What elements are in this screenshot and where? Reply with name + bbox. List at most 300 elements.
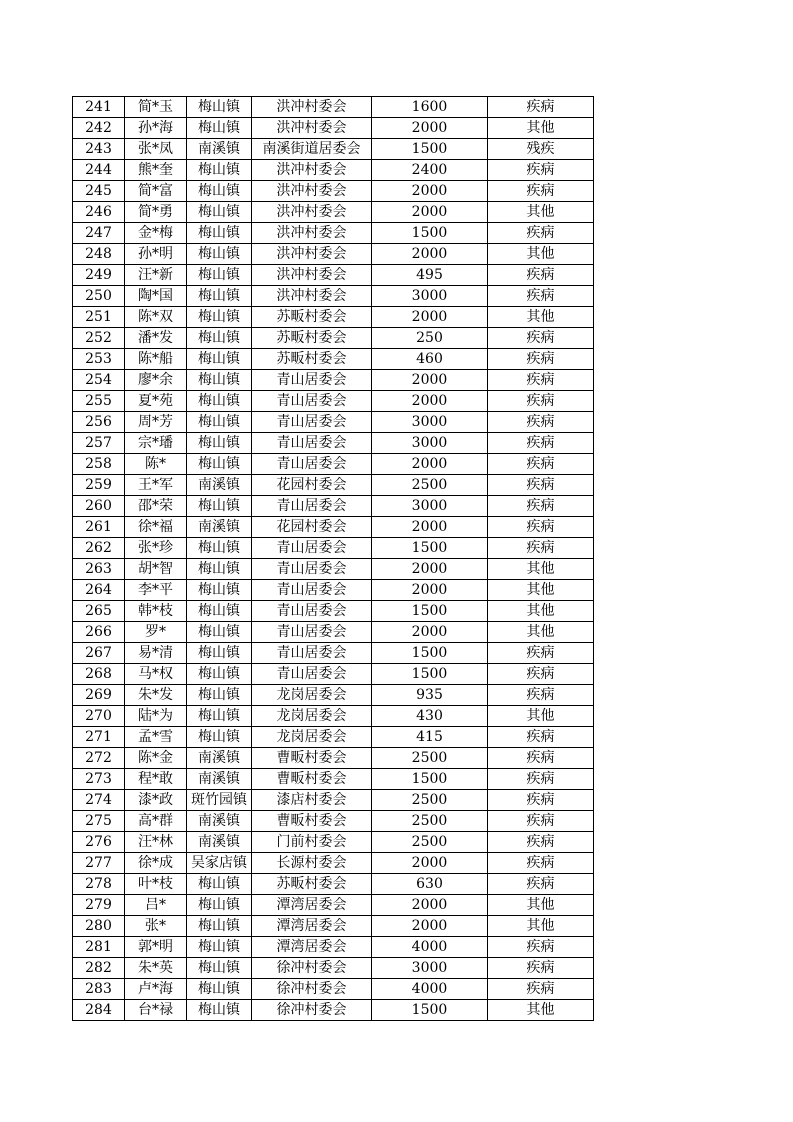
amount-cell: 1500 (372, 538, 488, 559)
reason-cell: 疾病 (488, 685, 594, 706)
town-cell: 梅山镇 (187, 685, 252, 706)
amount-cell: 2000 (372, 517, 488, 538)
village-cell: 徐冲村委会 (252, 958, 372, 979)
row-number-cell: 258 (73, 454, 125, 475)
reason-cell: 疾病 (488, 538, 594, 559)
town-cell: 梅山镇 (187, 202, 252, 223)
reason-cell: 疾病 (488, 160, 594, 181)
row-number-cell: 255 (73, 391, 125, 412)
village-cell: 苏畈村委会 (252, 349, 372, 370)
name-cell: 张*珍 (125, 538, 187, 559)
reason-cell: 残疾 (488, 139, 594, 160)
village-cell: 苏畈村委会 (252, 307, 372, 328)
table-row (73, 916, 594, 937)
name-cell: 徐*成 (125, 853, 187, 874)
town-cell: 梅山镇 (187, 664, 252, 685)
amount-cell: 3000 (372, 412, 488, 433)
name-cell: 孙*明 (125, 244, 187, 265)
amount-cell: 3000 (372, 496, 488, 517)
name-cell: 朱*英 (125, 958, 187, 979)
town-cell: 南溪镇 (187, 139, 252, 160)
row-number-cell: 251 (73, 307, 125, 328)
reason-cell: 疾病 (488, 664, 594, 685)
row-number-cell: 272 (73, 748, 125, 769)
row-number-cell: 247 (73, 223, 125, 244)
row-number-cell: 259 (73, 475, 125, 496)
town-cell: 梅山镇 (187, 391, 252, 412)
row-number-cell: 249 (73, 265, 125, 286)
name-cell: 周*芳 (125, 412, 187, 433)
reason-cell: 疾病 (488, 958, 594, 979)
name-cell: 熊*奎 (125, 160, 187, 181)
reason-cell: 疾病 (488, 727, 594, 748)
town-cell: 梅山镇 (187, 958, 252, 979)
row-number-cell: 244 (73, 160, 125, 181)
table-row (73, 895, 594, 916)
amount-cell: 430 (372, 706, 488, 727)
table-row (73, 181, 594, 202)
reason-cell: 其他 (488, 706, 594, 727)
town-cell: 南溪镇 (187, 811, 252, 832)
amount-cell: 630 (372, 874, 488, 895)
name-cell: 张*凤 (125, 139, 187, 160)
table-row (73, 160, 594, 181)
table-row (73, 622, 594, 643)
village-cell: 龙岗居委会 (252, 685, 372, 706)
village-cell: 洪冲村委会 (252, 160, 372, 181)
amount-cell: 2000 (372, 454, 488, 475)
row-number-cell: 257 (73, 433, 125, 454)
table-row (73, 244, 594, 265)
table-row (73, 328, 594, 349)
reason-cell: 疾病 (488, 433, 594, 454)
reason-cell: 疾病 (488, 286, 594, 307)
row-number-cell: 281 (73, 937, 125, 958)
town-cell: 梅山镇 (187, 874, 252, 895)
row-number-cell: 277 (73, 853, 125, 874)
village-cell: 青山居委会 (252, 580, 372, 601)
town-cell: 梅山镇 (187, 937, 252, 958)
amount-cell: 2000 (372, 853, 488, 874)
amount-cell: 2000 (372, 895, 488, 916)
table-row (73, 958, 594, 979)
village-cell: 青山居委会 (252, 559, 372, 580)
town-cell: 梅山镇 (187, 160, 252, 181)
town-cell: 梅山镇 (187, 454, 252, 475)
table-row (73, 559, 594, 580)
name-cell: 台*禄 (125, 1000, 187, 1021)
reason-cell: 其他 (488, 202, 594, 223)
amount-cell: 1500 (372, 769, 488, 790)
name-cell: 马*权 (125, 664, 187, 685)
reason-cell: 其他 (488, 244, 594, 265)
name-cell: 邵*荣 (125, 496, 187, 517)
table-row (73, 811, 594, 832)
reason-cell: 疾病 (488, 265, 594, 286)
amount-cell: 2000 (372, 622, 488, 643)
row-number-cell: 275 (73, 811, 125, 832)
name-cell: 李*平 (125, 580, 187, 601)
table-row (73, 664, 594, 685)
name-cell: 漆*政 (125, 790, 187, 811)
row-number-cell: 241 (73, 97, 125, 118)
row-number-cell: 267 (73, 643, 125, 664)
reason-cell: 疾病 (488, 97, 594, 118)
village-cell: 青山居委会 (252, 622, 372, 643)
village-cell: 青山居委会 (252, 496, 372, 517)
reason-cell: 其他 (488, 307, 594, 328)
town-cell: 梅山镇 (187, 580, 252, 601)
town-cell: 梅山镇 (187, 412, 252, 433)
name-cell: 孟*雪 (125, 727, 187, 748)
village-cell: 青山居委会 (252, 391, 372, 412)
reason-cell: 疾病 (488, 769, 594, 790)
table-row (73, 454, 594, 475)
table-row (73, 265, 594, 286)
reason-cell: 疾病 (488, 328, 594, 349)
row-number-cell: 274 (73, 790, 125, 811)
name-cell: 叶*枝 (125, 874, 187, 895)
town-cell: 梅山镇 (187, 118, 252, 139)
amount-cell: 2000 (372, 118, 488, 139)
name-cell: 吕* (125, 895, 187, 916)
table-row (73, 937, 594, 958)
row-number-cell: 278 (73, 874, 125, 895)
town-cell: 梅山镇 (187, 265, 252, 286)
name-cell: 简*勇 (125, 202, 187, 223)
village-cell: 洪冲村委会 (252, 97, 372, 118)
village-cell: 花园村委会 (252, 517, 372, 538)
reason-cell: 其他 (488, 559, 594, 580)
name-cell: 郭*明 (125, 937, 187, 958)
table-row (73, 517, 594, 538)
village-cell: 曹畈村委会 (252, 769, 372, 790)
reason-cell: 疾病 (488, 223, 594, 244)
table-row (73, 538, 594, 559)
table-row (73, 643, 594, 664)
amount-cell: 2000 (372, 370, 488, 391)
amount-cell: 2500 (372, 832, 488, 853)
amount-cell: 1500 (372, 223, 488, 244)
table-row (73, 475, 594, 496)
row-number-cell: 256 (73, 412, 125, 433)
amount-cell: 1500 (372, 139, 488, 160)
table-row (73, 580, 594, 601)
amount-cell: 2000 (372, 307, 488, 328)
amount-cell: 1500 (372, 1000, 488, 1021)
row-number-cell: 262 (73, 538, 125, 559)
name-cell: 罗* (125, 622, 187, 643)
reason-cell: 疾病 (488, 832, 594, 853)
table-row (73, 769, 594, 790)
table-row (73, 748, 594, 769)
name-cell: 程*敢 (125, 769, 187, 790)
town-cell: 梅山镇 (187, 979, 252, 1000)
name-cell: 王*军 (125, 475, 187, 496)
town-cell: 梅山镇 (187, 433, 252, 454)
name-cell: 简*富 (125, 181, 187, 202)
row-number-cell: 284 (73, 1000, 125, 1021)
name-cell: 潘*发 (125, 328, 187, 349)
reason-cell: 其他 (488, 1000, 594, 1021)
village-cell: 长源村委会 (252, 853, 372, 874)
village-cell: 洪冲村委会 (252, 286, 372, 307)
town-cell: 南溪镇 (187, 517, 252, 538)
row-number-cell: 279 (73, 895, 125, 916)
reason-cell: 疾病 (488, 454, 594, 475)
row-number-cell: 246 (73, 202, 125, 223)
name-cell: 汪*新 (125, 265, 187, 286)
town-cell: 斑竹园镇 (187, 790, 252, 811)
village-cell: 门前村委会 (252, 832, 372, 853)
town-cell: 梅山镇 (187, 370, 252, 391)
village-cell: 青山居委会 (252, 433, 372, 454)
table-row (73, 853, 594, 874)
village-cell: 龙岗居委会 (252, 706, 372, 727)
row-number-cell: 266 (73, 622, 125, 643)
village-cell: 潭湾居委会 (252, 895, 372, 916)
name-cell: 陈*船 (125, 349, 187, 370)
row-number-cell: 245 (73, 181, 125, 202)
row-number-cell: 261 (73, 517, 125, 538)
town-cell: 梅山镇 (187, 286, 252, 307)
table-row (73, 139, 594, 160)
village-cell: 青山居委会 (252, 538, 372, 559)
amount-cell: 2000 (372, 202, 488, 223)
amount-cell: 415 (372, 727, 488, 748)
reason-cell: 疾病 (488, 853, 594, 874)
row-number-cell: 268 (73, 664, 125, 685)
table-row (73, 832, 594, 853)
village-cell: 花园村委会 (252, 475, 372, 496)
table-row (73, 433, 594, 454)
reason-cell: 其他 (488, 916, 594, 937)
village-cell: 洪冲村委会 (252, 244, 372, 265)
reason-cell: 疾病 (488, 181, 594, 202)
town-cell: 南溪镇 (187, 475, 252, 496)
row-number-cell: 254 (73, 370, 125, 391)
row-number-cell: 271 (73, 727, 125, 748)
table-row (73, 118, 594, 139)
row-number-cell: 265 (73, 601, 125, 622)
table-row (73, 685, 594, 706)
name-cell: 朱*发 (125, 685, 187, 706)
reason-cell: 其他 (488, 580, 594, 601)
reason-cell: 疾病 (488, 370, 594, 391)
village-cell: 青山居委会 (252, 370, 372, 391)
town-cell: 梅山镇 (187, 601, 252, 622)
row-number-cell: 243 (73, 139, 125, 160)
row-number-cell: 280 (73, 916, 125, 937)
town-cell: 梅山镇 (187, 622, 252, 643)
table-row (73, 727, 594, 748)
name-cell: 陈*双 (125, 307, 187, 328)
town-cell: 梅山镇 (187, 643, 252, 664)
amount-cell: 495 (372, 265, 488, 286)
town-cell: 梅山镇 (187, 244, 252, 265)
amount-cell: 2500 (372, 790, 488, 811)
town-cell: 南溪镇 (187, 769, 252, 790)
table-row (73, 874, 594, 895)
name-cell: 金*梅 (125, 223, 187, 244)
amount-cell: 2400 (372, 160, 488, 181)
table-row (73, 307, 594, 328)
amount-cell: 1500 (372, 664, 488, 685)
name-cell: 陆*为 (125, 706, 187, 727)
table-row (73, 1000, 594, 1021)
town-cell: 梅山镇 (187, 349, 252, 370)
amount-cell: 2000 (372, 244, 488, 265)
name-cell: 陈*金 (125, 748, 187, 769)
amount-cell: 2000 (372, 391, 488, 412)
row-number-cell: 270 (73, 706, 125, 727)
reason-cell: 疾病 (488, 811, 594, 832)
reason-cell: 疾病 (488, 391, 594, 412)
reason-cell: 疾病 (488, 790, 594, 811)
table-row (73, 370, 594, 391)
reason-cell: 疾病 (488, 517, 594, 538)
row-number-cell: 273 (73, 769, 125, 790)
amount-cell: 4000 (372, 979, 488, 1000)
town-cell: 南溪镇 (187, 748, 252, 769)
amount-cell: 2000 (372, 181, 488, 202)
reason-cell: 疾病 (488, 643, 594, 664)
reason-cell: 其他 (488, 118, 594, 139)
row-number-cell: 269 (73, 685, 125, 706)
reason-cell: 疾病 (488, 937, 594, 958)
name-cell: 卢*海 (125, 979, 187, 1000)
town-cell: 梅山镇 (187, 706, 252, 727)
village-cell: 青山居委会 (252, 601, 372, 622)
village-cell: 潭湾居委会 (252, 916, 372, 937)
village-cell: 洪冲村委会 (252, 118, 372, 139)
row-number-cell: 263 (73, 559, 125, 580)
town-cell: 梅山镇 (187, 223, 252, 244)
town-cell: 梅山镇 (187, 916, 252, 937)
table-row (73, 391, 594, 412)
town-cell: 梅山镇 (187, 727, 252, 748)
village-cell: 苏畈村委会 (252, 874, 372, 895)
reason-cell: 疾病 (488, 874, 594, 895)
village-cell: 曹畈村委会 (252, 811, 372, 832)
table-body (73, 97, 594, 1021)
table-row (73, 496, 594, 517)
village-cell: 苏畈村委会 (252, 328, 372, 349)
amount-cell: 2500 (372, 475, 488, 496)
row-number-cell: 253 (73, 349, 125, 370)
row-number-cell: 260 (73, 496, 125, 517)
amount-cell: 1600 (372, 97, 488, 118)
table-row (73, 349, 594, 370)
reason-cell: 疾病 (488, 979, 594, 1000)
village-cell: 洪冲村委会 (252, 265, 372, 286)
village-cell: 青山居委会 (252, 664, 372, 685)
row-number-cell: 242 (73, 118, 125, 139)
name-cell: 张* (125, 916, 187, 937)
amount-cell: 3000 (372, 958, 488, 979)
town-cell: 梅山镇 (187, 895, 252, 916)
village-cell: 洪冲村委会 (252, 223, 372, 244)
amount-cell: 2000 (372, 580, 488, 601)
town-cell: 梅山镇 (187, 559, 252, 580)
town-cell: 梅山镇 (187, 496, 252, 517)
table-row (73, 601, 594, 622)
table-row (73, 790, 594, 811)
amount-cell: 1500 (372, 601, 488, 622)
name-cell: 廖*余 (125, 370, 187, 391)
name-cell: 孙*海 (125, 118, 187, 139)
village-cell: 南溪街道居委会 (252, 139, 372, 160)
amount-cell: 2500 (372, 811, 488, 832)
name-cell: 简*玉 (125, 97, 187, 118)
row-number-cell: 276 (73, 832, 125, 853)
row-number-cell: 264 (73, 580, 125, 601)
reason-cell: 其他 (488, 895, 594, 916)
name-cell: 陶*国 (125, 286, 187, 307)
table-row (73, 202, 594, 223)
town-cell: 南溪镇 (187, 832, 252, 853)
name-cell: 宗*璠 (125, 433, 187, 454)
amount-cell: 3000 (372, 433, 488, 454)
village-cell: 曹畈村委会 (252, 748, 372, 769)
name-cell: 胡*智 (125, 559, 187, 580)
town-cell: 梅山镇 (187, 328, 252, 349)
row-number-cell: 283 (73, 979, 125, 1000)
amount-cell: 1500 (372, 643, 488, 664)
village-cell: 潭湾居委会 (252, 937, 372, 958)
reason-cell: 疾病 (488, 475, 594, 496)
table-row (73, 979, 594, 1000)
reason-cell: 疾病 (488, 496, 594, 517)
village-cell: 徐冲村委会 (252, 1000, 372, 1021)
table-row (73, 286, 594, 307)
town-cell: 梅山镇 (187, 1000, 252, 1021)
name-cell: 陈* (125, 454, 187, 475)
village-cell: 洪冲村委会 (252, 181, 372, 202)
amount-cell: 250 (372, 328, 488, 349)
amount-cell: 935 (372, 685, 488, 706)
town-cell: 吴家店镇 (187, 853, 252, 874)
row-number-cell: 248 (73, 244, 125, 265)
village-cell: 青山居委会 (252, 454, 372, 475)
row-number-cell: 252 (73, 328, 125, 349)
name-cell: 韩*枝 (125, 601, 187, 622)
row-number-cell: 282 (73, 958, 125, 979)
table-row (73, 223, 594, 244)
name-cell: 易*清 (125, 643, 187, 664)
amount-cell: 4000 (372, 937, 488, 958)
village-cell: 漆店村委会 (252, 790, 372, 811)
reason-cell: 其他 (488, 622, 594, 643)
table-row (73, 706, 594, 727)
name-cell: 徐*福 (125, 517, 187, 538)
village-cell: 龙岗居委会 (252, 727, 372, 748)
reason-cell: 其他 (488, 601, 594, 622)
table-row (73, 97, 594, 118)
town-cell: 梅山镇 (187, 538, 252, 559)
village-cell: 青山居委会 (252, 643, 372, 664)
village-cell: 青山居委会 (252, 412, 372, 433)
town-cell: 梅山镇 (187, 181, 252, 202)
amount-cell: 2000 (372, 559, 488, 580)
reason-cell: 疾病 (488, 349, 594, 370)
amount-cell: 2500 (372, 748, 488, 769)
village-cell: 洪冲村委会 (252, 202, 372, 223)
data-table (72, 96, 594, 1021)
name-cell: 汪*林 (125, 832, 187, 853)
village-cell: 徐冲村委会 (252, 979, 372, 1000)
row-number-cell: 250 (73, 286, 125, 307)
